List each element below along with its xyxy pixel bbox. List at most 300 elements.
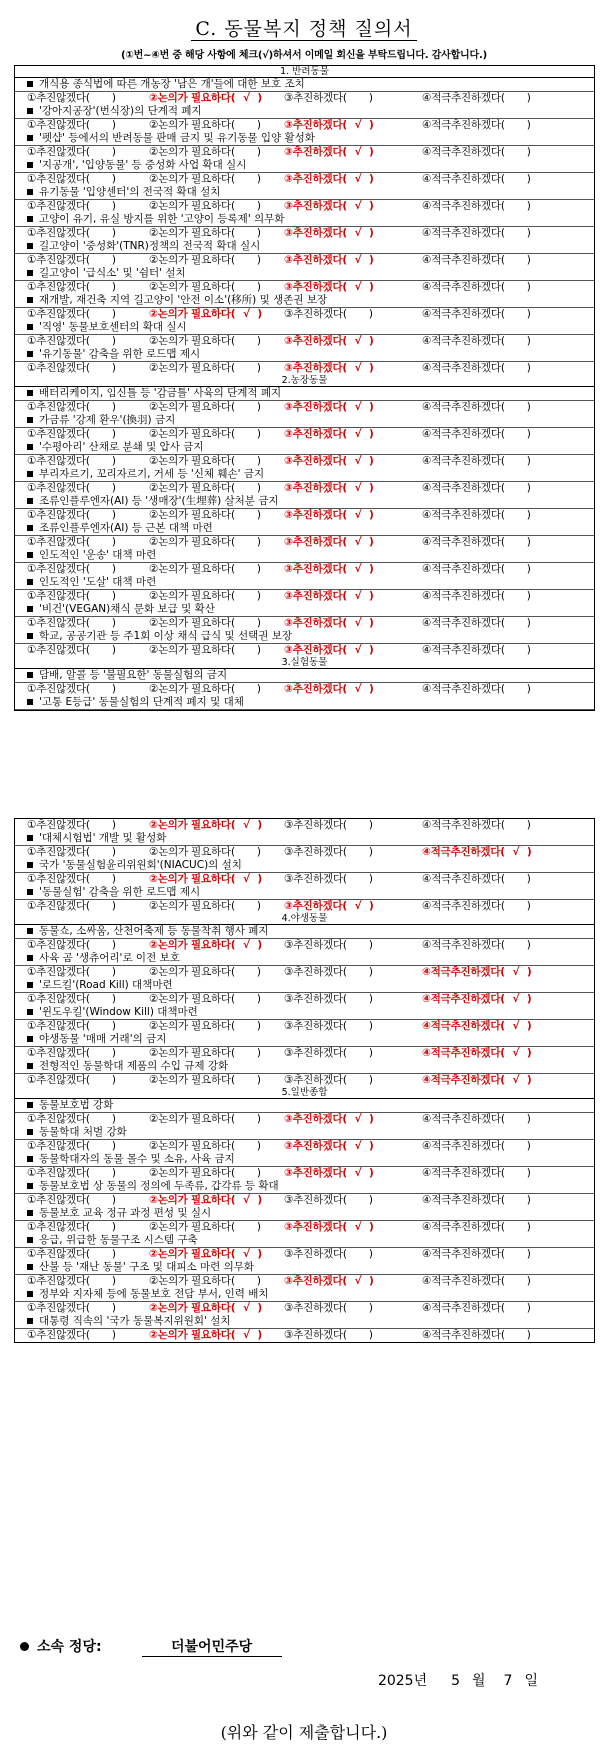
question-row	[15, 603, 594, 617]
option-2[interactable]	[149, 966, 284, 979]
option-1[interactable]	[27, 900, 149, 913]
option-4[interactable]	[422, 1275, 531, 1288]
option-2[interactable]	[149, 227, 284, 240]
option-3[interactable]	[284, 92, 422, 105]
answer-row	[15, 1140, 594, 1153]
option-4[interactable]	[422, 173, 531, 186]
option-3[interactable]	[284, 482, 422, 495]
option-4[interactable]	[422, 1248, 531, 1261]
option-4[interactable]	[422, 482, 531, 495]
answer-row	[15, 683, 594, 696]
option-1[interactable]	[27, 873, 149, 886]
option-1[interactable]	[27, 281, 149, 294]
option-1[interactable]	[27, 846, 149, 859]
square-bullet-icon	[27, 1156, 33, 1162]
option-1[interactable]	[27, 1194, 149, 1207]
option-close: )	[526, 1140, 531, 1152]
option-label: ①추진않겠다(	[27, 1194, 90, 1206]
option-2[interactable]	[149, 428, 284, 441]
option-1[interactable]	[27, 536, 149, 549]
option-label: ③추진하겠다(	[284, 819, 347, 831]
option-label: ②논의가 필요하다(	[149, 428, 235, 440]
option-3[interactable]	[284, 873, 422, 886]
option-label: ③추진하겠다(	[284, 1113, 348, 1125]
questionnaire-box-1	[14, 65, 595, 711]
option-2[interactable]	[149, 846, 284, 859]
option-label: ②논의가 필요하다(	[149, 1275, 235, 1287]
option-1[interactable]	[27, 1020, 149, 1033]
option-4[interactable]	[422, 200, 531, 213]
option-close: )	[256, 966, 261, 978]
option-3[interactable]	[284, 455, 422, 468]
answer-row	[15, 482, 594, 495]
option-label: ②논의가 필요하다(	[149, 1221, 235, 1233]
question-row	[15, 414, 594, 428]
option-2[interactable]	[149, 281, 284, 294]
option-close: )	[256, 227, 261, 239]
option-1[interactable]	[27, 644, 149, 657]
questionnaire-box-2	[14, 818, 595, 1343]
option-2[interactable]	[149, 254, 284, 267]
answer-row	[15, 966, 594, 979]
option-4[interactable]	[422, 455, 531, 468]
option-label: ①추진않겠다(	[27, 173, 90, 185]
option-3[interactable]	[284, 401, 422, 414]
option-4[interactable]	[422, 362, 531, 375]
option-3[interactable]	[284, 683, 422, 696]
question-text: 동물학대자의 동물 몰수 및 소유, 사육 금지	[39, 1153, 235, 1165]
option-close: )	[111, 482, 116, 494]
option-close: )	[111, 617, 116, 629]
option-close: )	[111, 227, 116, 239]
bullet-dot-icon	[20, 1642, 29, 1651]
option-3[interactable]	[284, 227, 422, 240]
check-mark: √	[354, 335, 362, 347]
option-1[interactable]	[27, 200, 149, 213]
question-row	[15, 1060, 594, 1074]
option-3[interactable]	[284, 819, 422, 832]
option-2[interactable]	[149, 509, 284, 522]
option-4[interactable]	[422, 146, 531, 159]
option-2[interactable]	[149, 819, 284, 832]
section-header: 3.실험동물	[15, 657, 594, 669]
option-1[interactable]	[27, 428, 149, 441]
square-bullet-icon	[27, 1318, 33, 1324]
option-2[interactable]	[149, 590, 284, 603]
answer-row	[15, 536, 594, 549]
option-label: ③추진하겠다(	[284, 617, 348, 629]
option-2[interactable]	[149, 401, 284, 414]
option-4[interactable]	[422, 644, 531, 657]
option-2[interactable]	[149, 1074, 284, 1087]
option-4[interactable]	[422, 119, 531, 132]
option-label: ③추진하겠다(	[284, 455, 348, 467]
option-4[interactable]	[422, 1140, 531, 1153]
option-3[interactable]	[284, 993, 422, 1006]
option-4[interactable]	[422, 428, 531, 441]
option-4[interactable]	[422, 1194, 531, 1207]
option-1[interactable]	[27, 993, 149, 1006]
option-3[interactable]	[284, 900, 422, 913]
option-label: ①추진않겠다(	[27, 509, 90, 521]
option-close: )	[526, 482, 531, 494]
option-2[interactable]	[149, 617, 284, 630]
option-label: ③추진하겠다(	[284, 227, 348, 239]
option-1[interactable]	[27, 683, 149, 696]
option-3[interactable]	[284, 1047, 422, 1060]
answer-row	[15, 1113, 594, 1126]
option-close: )	[111, 1167, 116, 1179]
option-3[interactable]	[284, 966, 422, 979]
option-3[interactable]	[284, 846, 422, 859]
option-label: ②논의가 필요하다(	[149, 1113, 235, 1125]
option-2[interactable]	[149, 1047, 284, 1060]
option-2[interactable]	[149, 335, 284, 348]
option-label: ④적극추진하겠다(	[422, 644, 505, 656]
option-label: ③추진하겠다(	[284, 846, 347, 858]
option-2[interactable]	[149, 1275, 284, 1288]
question-text: 동물학대 처벌 강화	[39, 1126, 127, 1138]
option-3[interactable]	[284, 1140, 422, 1153]
option-4[interactable]	[422, 1074, 532, 1087]
option-4[interactable]	[422, 1329, 531, 1342]
option-4[interactable]	[422, 509, 531, 522]
option-close: )	[526, 1020, 532, 1032]
option-1[interactable]	[27, 1047, 149, 1060]
question-row	[15, 669, 594, 683]
option-close: )	[368, 939, 373, 951]
option-3[interactable]	[284, 1275, 422, 1288]
check-mark: √	[242, 819, 250, 831]
option-2[interactable]	[149, 482, 284, 495]
option-close: )	[111, 1047, 116, 1059]
option-close: )	[111, 563, 116, 575]
option-3[interactable]	[284, 1113, 422, 1126]
option-2[interactable]	[149, 1167, 284, 1180]
option-label: ②논의가 필요하다(	[149, 1020, 235, 1032]
option-close: )	[368, 1329, 373, 1341]
option-close: )	[526, 590, 531, 602]
option-label: ②논의가 필요하다(	[149, 227, 235, 239]
option-close: )	[256, 1140, 261, 1152]
option-close: )	[256, 1074, 261, 1086]
check-mark: √	[512, 993, 520, 1005]
option-3[interactable]	[284, 335, 422, 348]
option-1[interactable]	[27, 819, 149, 832]
option-2[interactable]	[149, 644, 284, 657]
option-3[interactable]	[284, 200, 422, 213]
option-label: ③추진하겠다(	[284, 362, 348, 374]
option-1[interactable]	[27, 1275, 149, 1288]
check-mark: √	[354, 428, 362, 440]
option-3[interactable]	[284, 939, 422, 952]
option-1[interactable]	[27, 966, 149, 979]
option-2[interactable]	[149, 1020, 284, 1033]
option-1[interactable]	[27, 308, 149, 321]
option-label: ②논의가 필요하다(	[149, 1248, 236, 1260]
option-1[interactable]	[27, 1302, 149, 1315]
option-4[interactable]	[422, 1047, 532, 1060]
option-1[interactable]	[27, 590, 149, 603]
option-label: ③추진하겠다(	[284, 1302, 347, 1314]
option-1[interactable]	[27, 119, 149, 132]
square-bullet-icon	[27, 982, 33, 988]
option-4[interactable]	[422, 227, 531, 240]
option-label: ③추진하겠다(	[284, 1221, 348, 1233]
option-3[interactable]	[284, 1329, 422, 1342]
question-row	[15, 240, 594, 254]
option-close: )	[368, 1047, 373, 1059]
option-3[interactable]	[284, 1020, 422, 1033]
option-1[interactable]	[27, 254, 149, 267]
square-bullet-icon	[27, 471, 33, 477]
option-4[interactable]	[422, 401, 531, 414]
document-title: C. 동물복지 정책 질의서	[0, 14, 608, 41]
option-close: )	[526, 1167, 531, 1179]
answer-row	[15, 644, 594, 657]
question-text: '비건'(VEGAN)채식 문화 보급 및 확산	[39, 603, 215, 615]
option-2[interactable]	[149, 563, 284, 576]
question-row	[15, 294, 594, 308]
option-1[interactable]	[27, 1329, 149, 1342]
option-3[interactable]	[284, 590, 422, 603]
option-2[interactable]	[149, 1248, 284, 1261]
option-close: )	[368, 873, 373, 885]
option-label: ①추진않겠다(	[27, 644, 90, 656]
answer-row	[15, 1221, 594, 1234]
option-label: ③추진하겠다(	[284, 254, 348, 266]
option-3[interactable]	[284, 1167, 422, 1180]
option-3[interactable]	[284, 146, 422, 159]
option-close: )	[111, 819, 116, 831]
option-3[interactable]	[284, 281, 422, 294]
answer-row	[15, 617, 594, 630]
option-2[interactable]	[149, 993, 284, 1006]
option-1[interactable]	[27, 482, 149, 495]
option-3[interactable]	[284, 173, 422, 186]
option-4[interactable]	[422, 939, 531, 952]
option-2[interactable]	[149, 362, 284, 375]
option-label: ④적극추진하겠다(	[422, 683, 505, 695]
option-4[interactable]	[422, 536, 531, 549]
option-1[interactable]	[27, 1221, 149, 1234]
option-2[interactable]	[149, 1302, 284, 1315]
answer-row	[15, 455, 594, 468]
option-1[interactable]	[27, 227, 149, 240]
answer-row	[15, 1248, 594, 1261]
question-text: 조류인플루엔자(AI) 등 '생매장'(生埋葬) 살처분 금지	[39, 495, 279, 507]
option-1[interactable]	[27, 1074, 149, 1087]
option-1[interactable]	[27, 1248, 149, 1261]
option-close: )	[526, 227, 531, 239]
option-3[interactable]	[284, 362, 422, 375]
option-4[interactable]	[422, 617, 531, 630]
option-4[interactable]	[422, 683, 531, 696]
option-1[interactable]	[27, 617, 149, 630]
option-2[interactable]	[149, 1140, 284, 1153]
option-1[interactable]	[27, 563, 149, 576]
option-1[interactable]	[27, 1167, 149, 1180]
check-mark: √	[354, 617, 362, 629]
option-4[interactable]	[422, 900, 531, 913]
option-close: )	[526, 362, 531, 374]
option-4[interactable]	[422, 308, 531, 321]
option-3[interactable]	[284, 1194, 422, 1207]
option-4[interactable]	[422, 335, 531, 348]
option-close: )	[369, 536, 374, 548]
answer-row	[15, 1329, 594, 1342]
option-label: ④적극추진하겠다(	[422, 1275, 505, 1287]
option-close: )	[256, 281, 261, 293]
option-close: )	[111, 200, 116, 212]
option-4[interactable]	[422, 254, 531, 267]
option-2[interactable]	[149, 1329, 284, 1342]
option-2[interactable]	[149, 900, 284, 913]
option-label: ①추진않겠다(	[27, 1020, 90, 1032]
option-3[interactable]	[284, 1221, 422, 1234]
option-close: )	[256, 1167, 261, 1179]
option-close: )	[111, 1302, 116, 1314]
option-1[interactable]	[27, 146, 149, 159]
option-label: ④적극추진하겠다(	[422, 1074, 505, 1086]
option-label: ①추진않겠다(	[27, 993, 90, 1005]
option-label: ①추진않겠다(	[27, 281, 90, 293]
question-row	[15, 387, 594, 401]
answer-row	[15, 146, 594, 159]
option-label: ③추진하겠다(	[284, 428, 348, 440]
option-3[interactable]	[284, 617, 422, 630]
option-3[interactable]	[284, 428, 422, 441]
option-4[interactable]	[422, 1302, 531, 1315]
option-label: ①추진않겠다(	[27, 939, 90, 951]
answer-row	[15, 900, 594, 913]
option-2[interactable]	[149, 146, 284, 159]
option-label: ④적극추진하겠다(	[422, 308, 505, 320]
option-1[interactable]	[27, 509, 149, 522]
option-close: )	[526, 1248, 531, 1260]
option-label: ④적극추진하겠다(	[422, 509, 505, 521]
option-4[interactable]	[422, 993, 532, 1006]
option-close: )	[369, 200, 374, 212]
option-2[interactable]	[149, 173, 284, 186]
option-3[interactable]	[284, 1074, 422, 1087]
option-1[interactable]	[27, 362, 149, 375]
option-2[interactable]	[149, 536, 284, 549]
option-close: )	[526, 819, 531, 831]
option-4[interactable]	[422, 1221, 531, 1234]
option-close: )	[256, 146, 261, 158]
option-4[interactable]	[422, 563, 531, 576]
option-close: )	[369, 1113, 374, 1125]
option-1[interactable]	[27, 401, 149, 414]
option-3[interactable]	[284, 644, 422, 657]
check-mark: √	[512, 1074, 520, 1086]
option-close: )	[111, 536, 116, 548]
option-1[interactable]	[27, 1140, 149, 1153]
option-2[interactable]	[149, 1194, 284, 1207]
option-1[interactable]	[27, 335, 149, 348]
option-2[interactable]	[149, 308, 284, 321]
option-4[interactable]	[422, 1113, 531, 1126]
option-4[interactable]	[422, 966, 532, 979]
option-label: ③추진하겠다(	[284, 1194, 347, 1206]
option-1[interactable]	[27, 1113, 149, 1126]
option-2[interactable]	[149, 92, 284, 105]
option-4[interactable]	[422, 1167, 531, 1180]
option-3[interactable]	[284, 308, 422, 321]
option-label: ②논의가 필요하다(	[149, 683, 235, 695]
date-line	[366, 1670, 538, 1690]
option-2[interactable]	[149, 683, 284, 696]
option-2[interactable]	[149, 200, 284, 213]
option-3[interactable]	[284, 563, 422, 576]
option-4[interactable]	[422, 281, 531, 294]
option-2[interactable]	[149, 939, 284, 952]
option-3[interactable]	[284, 119, 422, 132]
option-label: ①추진않겠다(	[27, 1248, 90, 1260]
option-label: ④적극추진하겠다(	[422, 200, 505, 212]
option-4[interactable]	[422, 1020, 532, 1033]
option-2[interactable]	[149, 873, 284, 886]
option-4[interactable]	[422, 846, 532, 859]
option-close: )	[368, 1194, 373, 1206]
option-close: )	[369, 509, 374, 521]
option-3[interactable]	[284, 536, 422, 549]
option-close: )	[526, 281, 531, 293]
check-mark: √	[354, 401, 362, 413]
check-mark: √	[354, 200, 362, 212]
option-label: ②논의가 필요하다(	[149, 846, 235, 858]
square-bullet-icon	[27, 606, 33, 612]
option-3[interactable]	[284, 509, 422, 522]
option-close: )	[111, 1194, 116, 1206]
option-close: )	[526, 563, 531, 575]
option-close: )	[111, 1221, 116, 1233]
option-4[interactable]	[422, 873, 531, 886]
option-label: ③추진하겠다(	[284, 146, 348, 158]
option-3[interactable]	[284, 1302, 422, 1315]
option-2[interactable]	[149, 119, 284, 132]
option-close: )	[111, 455, 116, 467]
option-label: ②논의가 필요하다(	[149, 1074, 235, 1086]
question-text: 가금류 '강제 환우'(換羽) 금지	[39, 414, 176, 426]
question-text: 동물보호법 강화	[39, 1099, 114, 1111]
option-label: ②논의가 필요하다(	[149, 173, 235, 185]
option-1[interactable]	[27, 939, 149, 952]
option-3[interactable]	[284, 1248, 422, 1261]
option-2[interactable]	[149, 1113, 284, 1126]
option-close: )	[369, 1140, 374, 1152]
option-4[interactable]	[422, 590, 531, 603]
option-2[interactable]	[149, 455, 284, 468]
instruction-text: (①번~④번 중 해당 사항에 체크(√)하셔서 이메일 회신을 부탁드립니다. 감사합니다.)	[121, 50, 487, 61]
question-text: 길고양이 '급식소' 및 '쉼터' 설치	[39, 267, 186, 279]
option-4[interactable]	[422, 92, 531, 105]
option-4[interactable]	[422, 819, 531, 832]
option-label: ②논의가 필요하다(	[149, 401, 235, 413]
option-1[interactable]	[27, 173, 149, 186]
option-label: ①추진않겠다(	[27, 683, 90, 695]
option-close: )	[256, 119, 261, 131]
option-1[interactable]	[27, 92, 149, 105]
question-row	[15, 1288, 594, 1302]
date-day-unit: 일	[524, 1673, 538, 1689]
option-2[interactable]	[149, 1221, 284, 1234]
option-1[interactable]	[27, 455, 149, 468]
check-mark: √	[354, 173, 362, 185]
square-bullet-icon	[27, 81, 33, 87]
option-3[interactable]	[284, 254, 422, 267]
